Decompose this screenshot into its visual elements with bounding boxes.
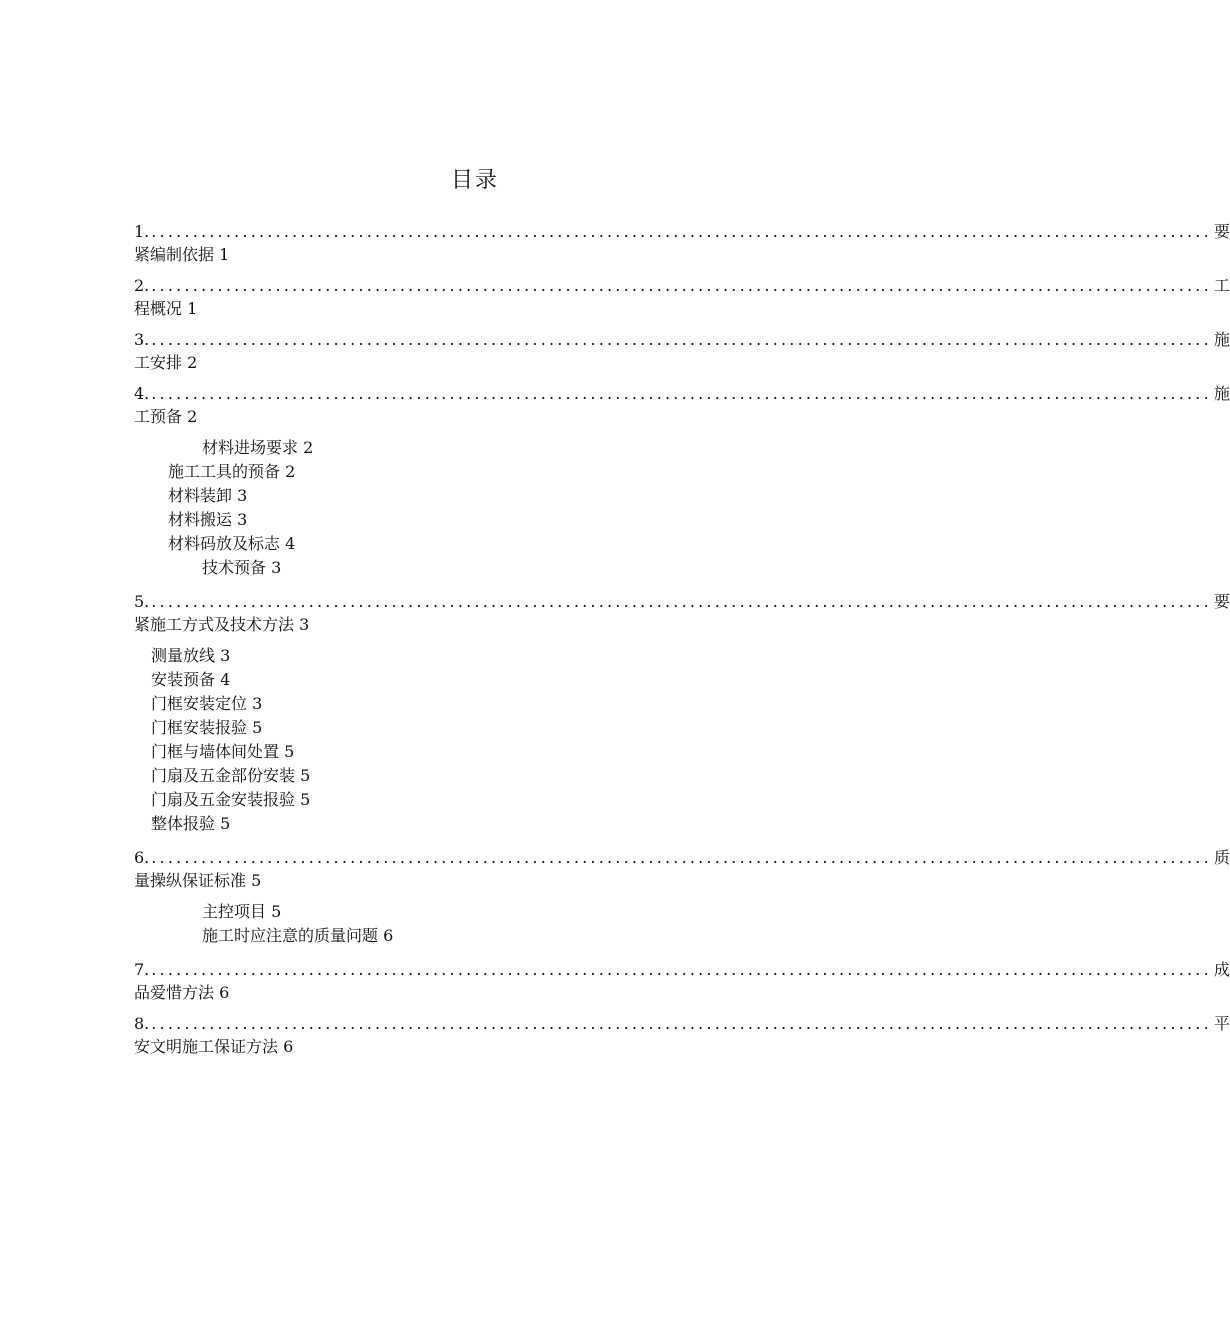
toc-subentry[interactable]: 材料搬运 3 — [168, 510, 248, 529]
toc-leader-dots: ................................................................................................................................ — [151, 276, 1212, 295]
toc-leader-dots: ................................................................................................................................ — [151, 330, 1212, 349]
toc-subentry[interactable]: 安装预备 4 — [151, 670, 231, 689]
toc-entry-title-start: 成 — [1213, 960, 1230, 979]
toc-subentry[interactable]: 材料码放及标志 4 — [168, 534, 296, 553]
toc-entry-title-rest: 工安排 2 — [134, 353, 198, 372]
toc-entry-number: 3. — [134, 330, 150, 349]
toc-entry-4[interactable] — [134, 382, 1230, 428]
toc-entry-title-rest: 紧施工方式及技术方法 3 — [134, 615, 310, 634]
toc-entry-title-start: 要 — [1213, 592, 1230, 611]
toc-subentry[interactable]: 材料装卸 3 — [168, 486, 248, 505]
table-of-contents — [134, 220, 1230, 1066]
toc-leader-dots: ................................................................................................................................ — [151, 960, 1212, 979]
toc-subentry[interactable]: 主控项目 5 — [202, 902, 282, 921]
toc-entry-5[interactable] — [134, 590, 1230, 636]
toc-entry-title-start: 质 — [1213, 848, 1230, 867]
toc-entry-title-start: 工 — [1213, 276, 1230, 295]
toc-entry-title-start: 施 — [1213, 384, 1230, 403]
toc-leader-dots: ................................................................................................................................ — [151, 1014, 1212, 1033]
toc-subentry[interactable]: 测量放线 3 — [151, 646, 231, 665]
toc-entry-title-rest: 紧编制依据 1 — [134, 245, 230, 264]
toc-subentries-4 — [134, 436, 858, 580]
toc-entry-title-rest: 工预备 2 — [134, 407, 198, 426]
toc-entry-number: 2. — [134, 276, 150, 295]
toc-entry-number: 4. — [134, 384, 150, 403]
toc-entry-2[interactable] — [134, 274, 1230, 320]
toc-subentry[interactable]: 门框安装报验 5 — [151, 718, 263, 737]
toc-entry-7[interactable] — [134, 958, 1230, 1004]
toc-leader-dots: ................................................................................................................................ — [151, 222, 1212, 241]
toc-entry-title-start: 要 — [1213, 222, 1230, 241]
toc-entry-title-rest: 安文明施工保证方法 6 — [134, 1037, 294, 1056]
toc-subentry[interactable]: 整体报验 5 — [151, 814, 231, 833]
toc-entry-6[interactable] — [134, 846, 1230, 892]
toc-entry-number: 8. — [134, 1014, 150, 1033]
toc-entry-title-rest: 量操纵保证标准 5 — [134, 871, 262, 890]
toc-subentry[interactable]: 门框安装定位 3 — [151, 694, 263, 713]
toc-entry-number: 6. — [134, 848, 150, 867]
toc-subentries-6 — [134, 900, 858, 948]
toc-subentry[interactable]: 门扇及五金部份安装 5 — [151, 766, 311, 785]
toc-leader-dots: ................................................................................................................................ — [151, 592, 1212, 611]
toc-entry-number: 1. — [134, 222, 150, 241]
toc-leader-dots: ................................................................................................................................ — [151, 384, 1212, 403]
toc-entry-title-rest: 品爱惜方法 6 — [134, 983, 230, 1002]
toc-entry-3[interactable] — [134, 328, 1230, 374]
toc-subentry[interactable]: 施工工具的预备 2 — [168, 462, 296, 481]
toc-subentry[interactable]: 施工时应注意的质量问题 6 — [202, 926, 394, 945]
toc-subentries-5 — [134, 644, 858, 836]
toc-subentry[interactable]: 门扇及五金安装报验 5 — [151, 790, 311, 809]
toc-entry-8[interactable] — [134, 1012, 1230, 1058]
toc-entry-title-start: 平 — [1213, 1014, 1230, 1033]
toc-entry-1[interactable] — [134, 220, 1230, 266]
toc-entry-title-rest: 程概况 1 — [134, 299, 198, 318]
toc-entry-number: 7. — [134, 960, 150, 979]
toc-entry-title-start: 施 — [1213, 330, 1230, 349]
toc-title: 目录 — [450, 168, 499, 193]
toc-subentry[interactable]: 材料进场要求 2 — [202, 438, 314, 457]
toc-entry-number: 5. — [134, 592, 150, 611]
toc-subentry[interactable]: 技术预备 3 — [202, 558, 282, 577]
toc-leader-dots: ................................................................................................................................ — [151, 848, 1212, 867]
toc-subentry[interactable]: 门框与墙体间处置 5 — [151, 742, 295, 761]
